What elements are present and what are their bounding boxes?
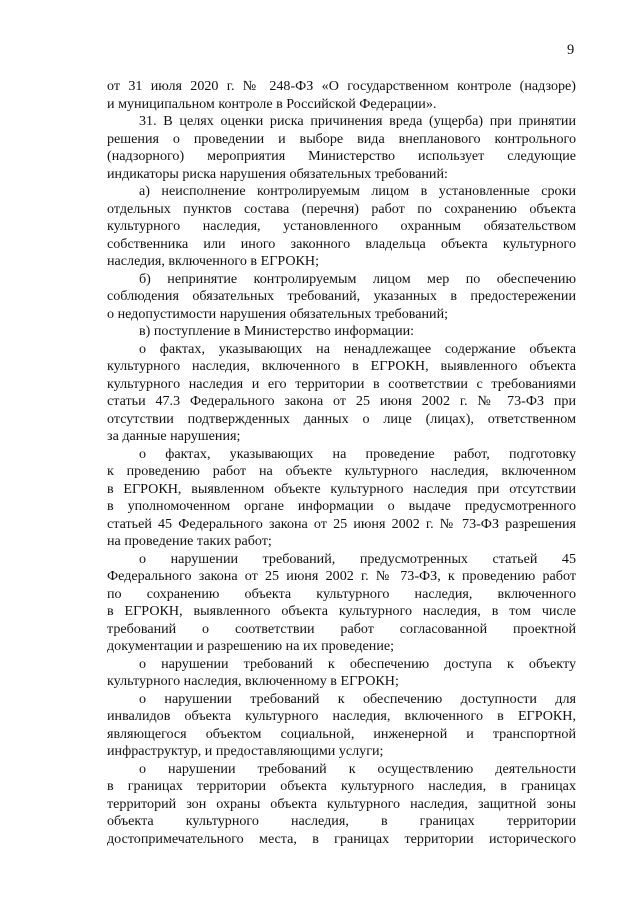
paragraph — [107, 271, 576, 324]
text-line: на проведение таких работ; — [107, 533, 272, 549]
text-line: собственника или иного законного владельца объекта культурного — [107, 235, 576, 252]
text-line: территорий зон охраны объекта культурного наследия, защитной зоны — [107, 795, 576, 812]
text-line: по сохранению объекта культурного наследия, включенного — [107, 585, 576, 602]
text-line: статьи 47.3 Федерального закона от 25 июня 2002 г. № 73-ФЗ при — [107, 393, 576, 409]
text-line: требований о соответствии работ согласованной проектной — [107, 620, 576, 637]
text-line: в границах территории объекта культурного наследия, в границах — [107, 778, 576, 794]
paragraph — [107, 656, 576, 691]
text-line: (надзорного) мероприятия Министерство использует следующие — [107, 148, 576, 164]
text-line: от 31 июля 2020 г. № 248-ФЗ «О государственном контроле (надзоре) — [107, 78, 576, 94]
text-line: за данные нарушения; — [107, 428, 241, 444]
text-line: о нарушении требований к обеспечению доступности для — [139, 690, 576, 707]
text-line: о недопустимости нарушения обязательных требований; — [107, 305, 449, 322]
paragraph — [107, 113, 576, 183]
text-line: и муниципальном контроле в Российской Федерации». — [107, 95, 437, 112]
text-line: решения о проведении и выборе вида внепланового контрольного — [107, 130, 576, 147]
text-line: отдельных пунктов состава (перечня) работ по сохранению объекта — [107, 200, 576, 217]
text-line: индикаторы риска нарушения обязательных требований: — [107, 165, 448, 182]
text-line: о фактах, указывающих на ненадлежащее содержание объекта — [139, 340, 576, 357]
paragraph — [107, 691, 576, 761]
text-line: соблюдения обязательных требований, указанных в предостережении — [107, 288, 576, 304]
paragraph — [107, 761, 576, 849]
paragraph — [107, 78, 576, 113]
text-line: 31. В целях оценки риска причинения вреда (ущерба) при принятии — [139, 113, 576, 129]
text-line: культурного наследия, включенному в ЕГРОКН; — [107, 673, 399, 689]
text-line: в уполномоченном органе информации о выдаче предусмотренного — [107, 498, 576, 514]
text-line: культурного наследия, установленного охранным обязательством — [107, 218, 576, 234]
text-line: б) непринятие контролируемым лицом мер по обеспечению — [139, 270, 576, 287]
text-line: в ЕГРОКН, выявленном объекте культурного наследия при отсутствии — [107, 480, 576, 497]
text-line: объекта культурного наследия, в границах территории — [107, 813, 576, 829]
text-line: Федерального закона от 25 июня 2002 г. № 73-ФЗ, к проведению работ — [107, 568, 576, 584]
text-line: достопримечательного места, в границах территории исторического — [107, 830, 576, 847]
paragraph — [107, 551, 576, 656]
text-line: к проведению работ на объекте культурного наследия, включенном — [107, 463, 576, 479]
page-number: 9 — [567, 42, 575, 58]
text-line: а) неисполнение контролируемым лицом в установленные сроки — [139, 183, 576, 199]
paragraph — [107, 341, 576, 446]
text-line: о нарушении требований, предусмотренных статьей 45 — [139, 550, 576, 567]
text-line: статьей 45 Федерального закона от 25 июня 2002 г. № 73-ФЗ разрешения — [107, 515, 576, 532]
paragraph — [107, 183, 576, 271]
text-line: о фактах, указывающих на проведение работ, подготовку — [139, 445, 576, 462]
text-line: документации и разрешению на их проведение; — [107, 638, 395, 654]
paragraph — [107, 323, 576, 341]
text-line: в ЕГРОКН, выявленного объекта культурного наследия, в том числе — [107, 603, 576, 619]
text-line: являющегося объектом социальной, инженерной и транспортной — [107, 725, 576, 742]
document-body — [107, 78, 576, 848]
text-line: культурного наследия и его территории в соответствии с требованиями — [107, 375, 576, 392]
text-line: наследия, включенного в ЕГРОКН; — [107, 253, 320, 269]
text-line: отсутствии подтвержденных данных о лице (лицах), ответственном — [107, 410, 576, 427]
text-line: инфраструктур, и предоставляющими услуги; — [107, 743, 384, 759]
text-line: о нарушении требований к осуществлению деятельности — [139, 760, 576, 777]
text-line: культурного наследия, включенного в ЕГРОКН, выявленного объекта — [107, 358, 576, 374]
text-line: о нарушении требований к обеспечению доступа к объекту — [139, 655, 576, 672]
text-line: в) поступление в Министерство информации: — [139, 323, 415, 339]
paragraph — [107, 446, 576, 551]
text-line: инвалидов объекта культурного наследия, включенного в ЕГРОКН, — [107, 708, 576, 724]
